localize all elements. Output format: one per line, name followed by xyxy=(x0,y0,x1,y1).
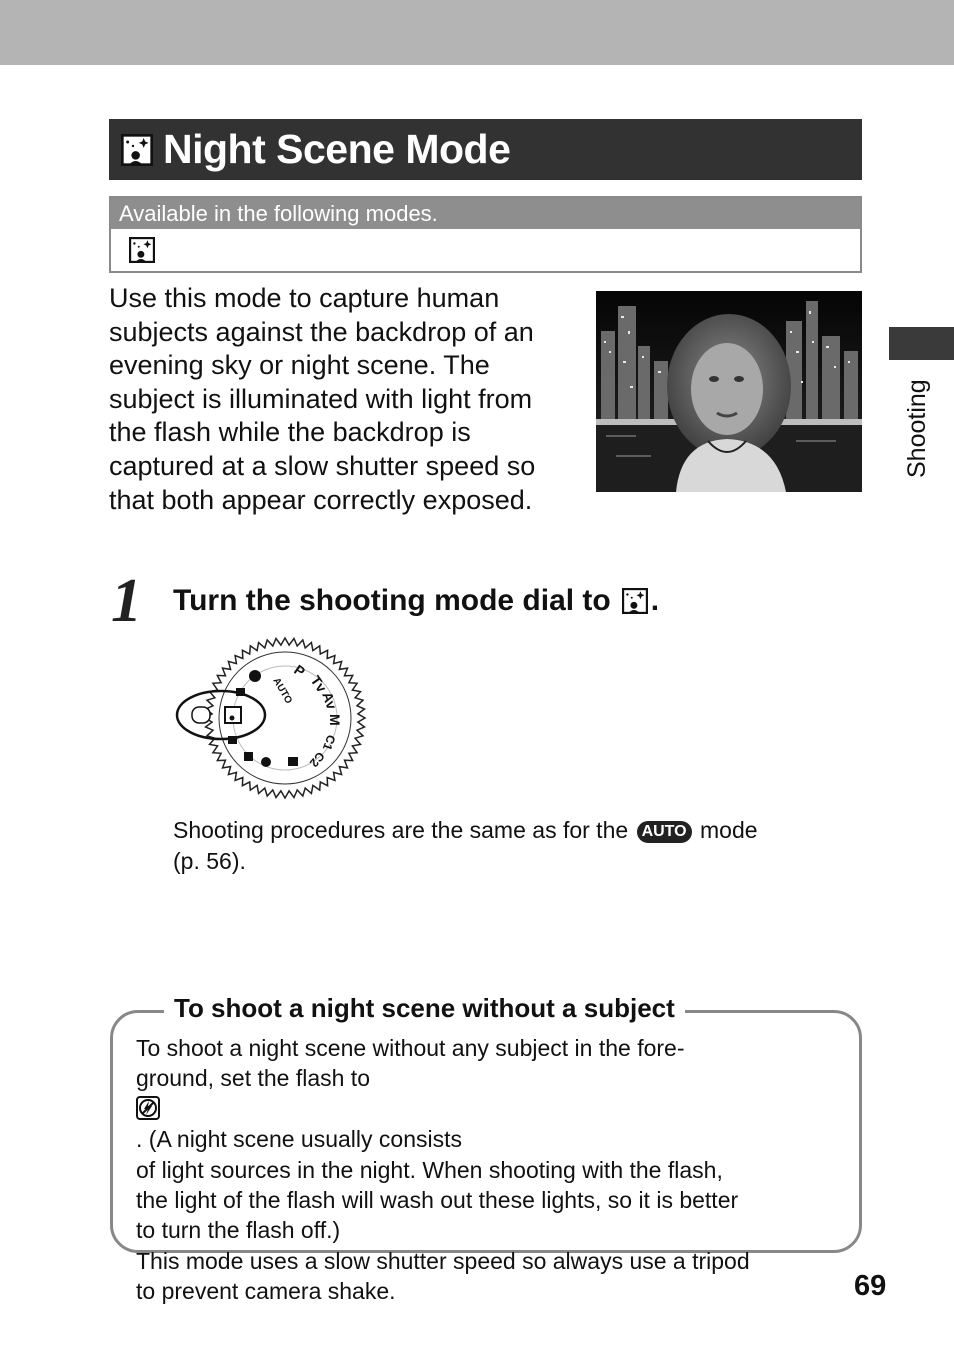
night-scene-icon xyxy=(225,707,241,723)
available-modes-row xyxy=(111,229,860,271)
tip-line: of light sources in the night. When shooting with the flash, xyxy=(136,1156,723,1183)
tip-line-text: . (A night scene usually consists xyxy=(136,1126,462,1153)
stitch-assist-mode-icon xyxy=(261,757,271,767)
tip-line: the light of the flash will wash out these lights, so it is better xyxy=(136,1187,739,1214)
flash-off-icon xyxy=(136,1096,160,1120)
dial-label-av: Av xyxy=(319,689,341,712)
intro-line: evening sky or night scene. The xyxy=(109,350,490,381)
night-scene-icon-subject xyxy=(230,716,235,721)
intro-line: subjects against the backdrop of an xyxy=(109,316,534,347)
intro-line: subject is illuminated with light from xyxy=(109,383,533,414)
tip-line: To shoot a night scene without any subject in the fore- xyxy=(136,1035,685,1061)
procedure-text-after: mode xyxy=(700,817,758,843)
tip-title: To shoot a night scene without a subject xyxy=(164,993,685,1024)
sample-photo xyxy=(596,291,862,492)
section-tab-marker xyxy=(889,327,954,360)
tip-line xyxy=(136,1063,750,1154)
intro-line: Use this mode to capture human xyxy=(109,283,500,313)
night-scene-icon xyxy=(622,588,648,614)
dial-pointer xyxy=(192,707,210,723)
available-modes-label: Available in the following modes. xyxy=(111,198,860,229)
title-bar xyxy=(109,119,862,180)
procedure-page-ref: (p. 56). xyxy=(173,848,246,874)
procedure-text-before: Shooting procedures are the same as for the xyxy=(173,817,629,843)
movie-mode-icon xyxy=(288,757,298,766)
auto-mode-icon: AUTO xyxy=(637,821,692,843)
top-band xyxy=(0,0,954,65)
tip-line: This mode uses a slow shutter speed so always use a tripod xyxy=(136,1247,750,1274)
night-scene-icon xyxy=(129,237,155,263)
tip-line: to prevent camera shake. xyxy=(136,1278,396,1305)
intro-line: captured at a slow shutter speed so xyxy=(109,450,536,481)
intro-line: the flash while the backdrop is xyxy=(109,417,471,448)
step-heading xyxy=(173,584,659,618)
dial-label-c1: C1 xyxy=(319,732,339,753)
page-number: 69 xyxy=(854,1270,887,1302)
procedure-text xyxy=(173,815,853,877)
slow-shutter-mode-icon xyxy=(244,752,253,761)
step-heading-text: Turn the shooting mode dial to xyxy=(173,584,611,617)
intro-paragraph xyxy=(109,282,589,517)
dial-label-tv: Tv xyxy=(307,672,331,696)
dial-label-c2: C2 xyxy=(306,749,328,770)
dial-label-p: P xyxy=(291,661,309,680)
mode-dial-illustration xyxy=(170,636,370,800)
step-heading-period: . xyxy=(650,584,660,617)
tip-line: to turn the flash off.) xyxy=(136,1217,341,1244)
portrait-mode-icon xyxy=(249,670,261,682)
step-number: 1 xyxy=(111,567,142,635)
tip-body xyxy=(136,1033,750,1307)
available-modes-box xyxy=(109,196,862,273)
tip-line-text: ground, set the flash to xyxy=(136,1065,370,1092)
procedure-line xyxy=(173,815,853,846)
dial-label-auto: AUTO xyxy=(270,676,295,706)
night-scene-icon xyxy=(121,134,153,166)
intro-line: that both appear correctly exposed. xyxy=(109,484,533,515)
page-title: Night Scene Mode xyxy=(163,126,511,172)
section-label: Shooting xyxy=(903,379,931,478)
dial-label-m: M xyxy=(327,714,343,726)
